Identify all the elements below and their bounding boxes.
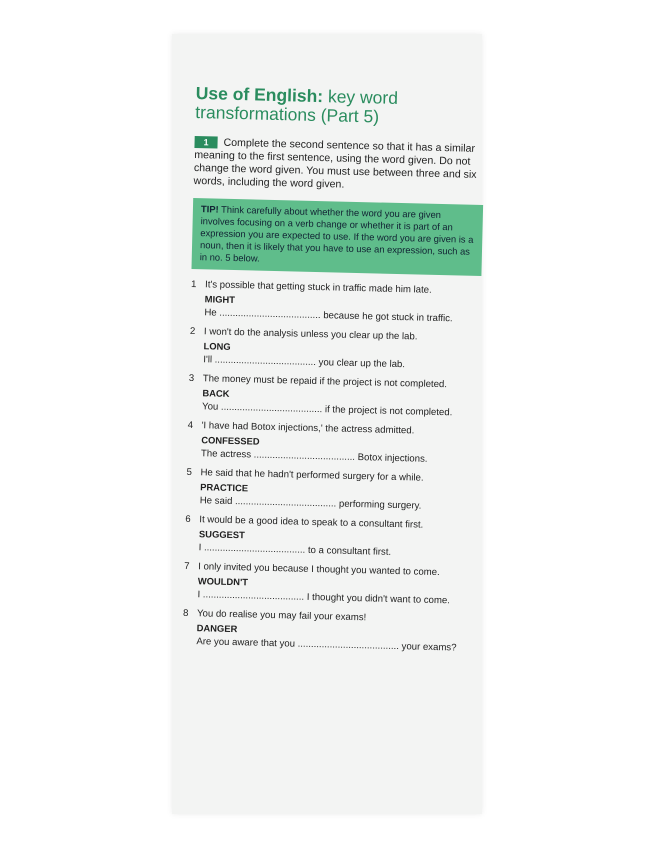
- question-2: [189, 326, 480, 373]
- exercise-content: [182, 84, 486, 662]
- answer-line[interactable]: I'll ...................................... you clear up the lab.: [203, 354, 406, 371]
- exercise-number-badge: 1: [194, 136, 217, 149]
- question-sentence: I won't do the analysis unless you clear up the lab.: [203, 326, 418, 343]
- answer-line[interactable]: The actress ...................................... Botox injections.: [200, 448, 428, 465]
- question-sentence: It's possible that getting stuck in traffic made him late.: [204, 279, 432, 296]
- question-4: [187, 420, 478, 467]
- question-number: 5: [186, 466, 192, 479]
- key-word: SUGGEST: [198, 528, 245, 541]
- page-title: [195, 84, 486, 129]
- question-8: [182, 608, 473, 655]
- answer-line[interactable]: You ...................................... if the project is not completed.: [201, 401, 453, 419]
- answer-line[interactable]: Are you aware that you ...................................... your exams?: [196, 636, 457, 654]
- question-number: 1: [190, 278, 197, 291]
- question-sentence: He said that he hadn't performed surgery for a while.: [200, 467, 424, 484]
- question-sentence: You do realise you may fail your exams!: [196, 608, 367, 624]
- question-6: [185, 514, 476, 561]
- key-word: DANGER: [196, 622, 238, 635]
- title-bold: Use of English:: [195, 83, 324, 107]
- key-word: MIGHT: [204, 293, 236, 306]
- tip-text: Think carefully about whether the word you are given involves focusing on a verb change or whether it is part of an expression you are expected to use. If the word you are given is a noun, then it is likely that you have to use an expression, such as in no. 5 below.: [199, 203, 474, 264]
- title-rest: key word transformations (Part 5): [195, 86, 399, 127]
- question-number: 4: [187, 419, 194, 432]
- tip-box: [191, 198, 483, 276]
- question-1: [190, 279, 481, 326]
- question-number: 7: [184, 560, 190, 572]
- instruction-text: Complete the second sentence so that it has a similar meaning to the first sentence, using the word given. Do not change the word given. You must use between three and six words, including the word given.: [193, 136, 477, 191]
- instructions: [193, 136, 484, 195]
- question-5: [186, 467, 477, 514]
- key-word: LONG: [203, 340, 231, 352]
- answer-line[interactable]: He ...................................... because he got stuck in traffic.: [204, 307, 453, 325]
- question-sentence: I only invited you because I thought you wanted to come.: [198, 561, 440, 579]
- question-number: 2: [189, 325, 196, 338]
- answer-line[interactable]: He said ...................................... performing surgery.: [199, 495, 422, 512]
- key-word: CONFESSED: [201, 434, 260, 447]
- question-7: [183, 561, 474, 608]
- key-word: BACK: [202, 387, 230, 399]
- question-list: [182, 279, 481, 655]
- question-number: 8: [182, 607, 189, 619]
- key-word: PRACTICE: [200, 481, 249, 494]
- question-number: 6: [185, 513, 191, 525]
- question-sentence: 'I have had Botox injections,' the actress admitted.: [201, 420, 415, 437]
- question-number: 3: [188, 372, 195, 385]
- answer-line[interactable]: I ...................................... I thought you didn't want to come.: [197, 589, 451, 607]
- question-3: [188, 373, 479, 420]
- answer-line[interactable]: I ...................................... to a consultant first.: [198, 542, 392, 558]
- question-sentence: It would be a good idea to speak to a consultant first.: [199, 514, 424, 531]
- tip-label: TIP!: [200, 203, 219, 215]
- key-word: WOULDN'T: [197, 575, 249, 588]
- question-sentence: The money must be repaid if the project is not completed.: [202, 373, 448, 391]
